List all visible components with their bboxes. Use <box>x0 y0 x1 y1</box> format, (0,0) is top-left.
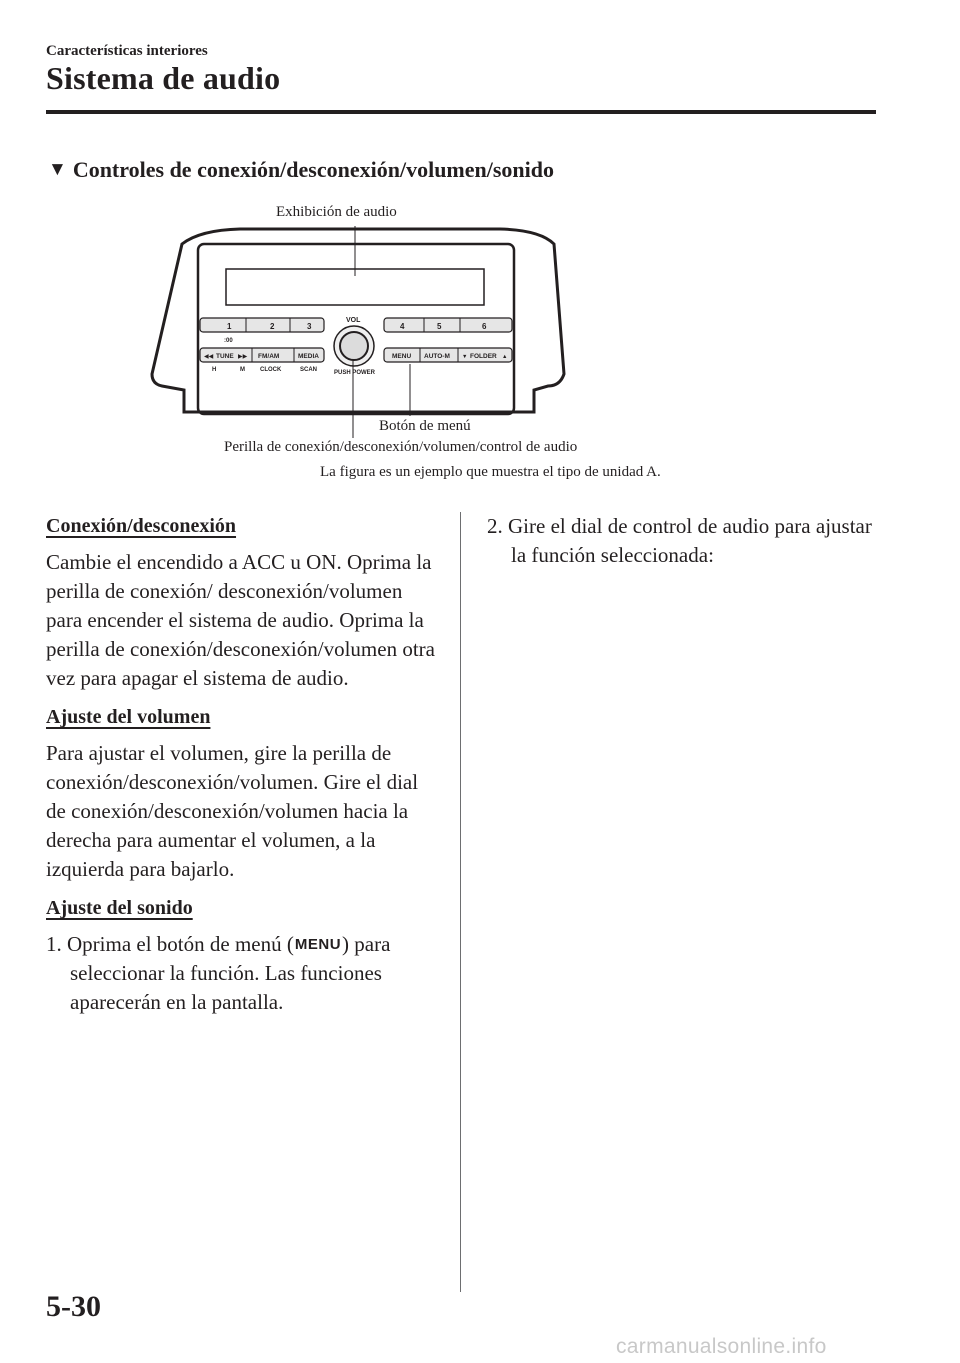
section-heading <box>48 157 554 183</box>
callout-volume-knob: Perilla de conexión/desconexión/volumen/control de audio <box>224 439 578 455</box>
callout-menu-button: Botón de menú <box>379 418 471 434</box>
column-divider <box>460 512 461 1292</box>
paragraph-volume: Para ajustar el volumen, gire la perilla de conexión/desconexión/volumen. Gire el dial de conexión/desconexión/volumen hacia la derecha para aumentar el volumen, a la izquierda para bajarlo. <box>46 741 419 881</box>
folder-up-icon: ▲ <box>502 354 508 360</box>
triangle-down-icon: ▼ <box>48 159 67 180</box>
preset-3-label: 3 <box>307 322 312 331</box>
preset-6-label: 6 <box>482 322 487 331</box>
page-number: 5-30 <box>46 1290 101 1323</box>
push-power-label: PUSH POWER <box>334 370 376 376</box>
menu-button-icon: MENU <box>294 936 342 953</box>
fm-am-label: FM/AM <box>258 353 280 360</box>
tune-label: TUNE <box>216 353 234 360</box>
preset-bar-left <box>200 318 324 332</box>
step-1-text-start: 1. Oprima el botón de menú ( <box>46 932 294 956</box>
minute-label: M <box>240 367 245 373</box>
seek-forward-icon: ▶▶ <box>238 354 248 360</box>
callout-audio-display: Exhibición de audio <box>276 204 397 220</box>
paragraph-power: Cambie el encendido a ACC u ON. Oprima la perilla de conexión/ desconexión/volumen para encender el sistema de audio. Oprima la perilla de conexión/desconexión/volumen otra vez para apagar el sistema de audio. <box>46 550 435 690</box>
menu-label: MENU <box>392 353 412 360</box>
volume-knob <box>340 332 368 360</box>
media-label: MEDIA <box>298 353 319 360</box>
preset-4-label: 4 <box>400 322 405 331</box>
watermark: carmanualsonline.info <box>616 1335 827 1358</box>
preset-5-label: 5 <box>437 322 442 331</box>
subheading-sound: Ajuste del sonido <box>46 897 193 919</box>
preset-1-label: 1 <box>227 322 232 331</box>
section-heading-text: Controles de conexión/desconexión/volumen/sonido <box>72 157 555 182</box>
right-column <box>487 512 887 570</box>
seek-back-icon: ◀◀ <box>204 354 214 360</box>
preset-2-label: 2 <box>270 322 275 331</box>
figure-caption: La figura es un ejemplo que muestra el tipo de unidad A. <box>320 464 661 480</box>
page-title: Sistema de audio <box>46 60 281 96</box>
audio-unit-figure <box>140 224 580 450</box>
title-rule <box>46 110 876 114</box>
left-column <box>46 512 436 1017</box>
list-item-step-1 <box>46 930 436 1017</box>
time-reset-label: :00 <box>224 338 233 344</box>
subheading-power: Conexión/desconexión <box>46 515 237 537</box>
scan-label: SCAN <box>300 367 318 373</box>
section-kicker: Características interiores <box>46 43 208 59</box>
subheading-volume: Ajuste del volumen <box>46 706 211 728</box>
hour-label: H <box>212 367 217 373</box>
list-item-step-2: 2. Gire el dial de control de audio para ajustar la función seleccionada: <box>487 514 872 567</box>
auto-m-label: AUTO-M <box>424 353 450 360</box>
step-1-text-end: ) para seleccionar la función. Las funciones aparecerán en la pantalla. <box>70 932 391 1014</box>
vol-label: VOL <box>346 317 361 324</box>
folder-down-icon: ▼ <box>462 354 468 360</box>
folder-label: FOLDER <box>470 353 497 360</box>
clock-label: CLOCK <box>260 367 282 373</box>
